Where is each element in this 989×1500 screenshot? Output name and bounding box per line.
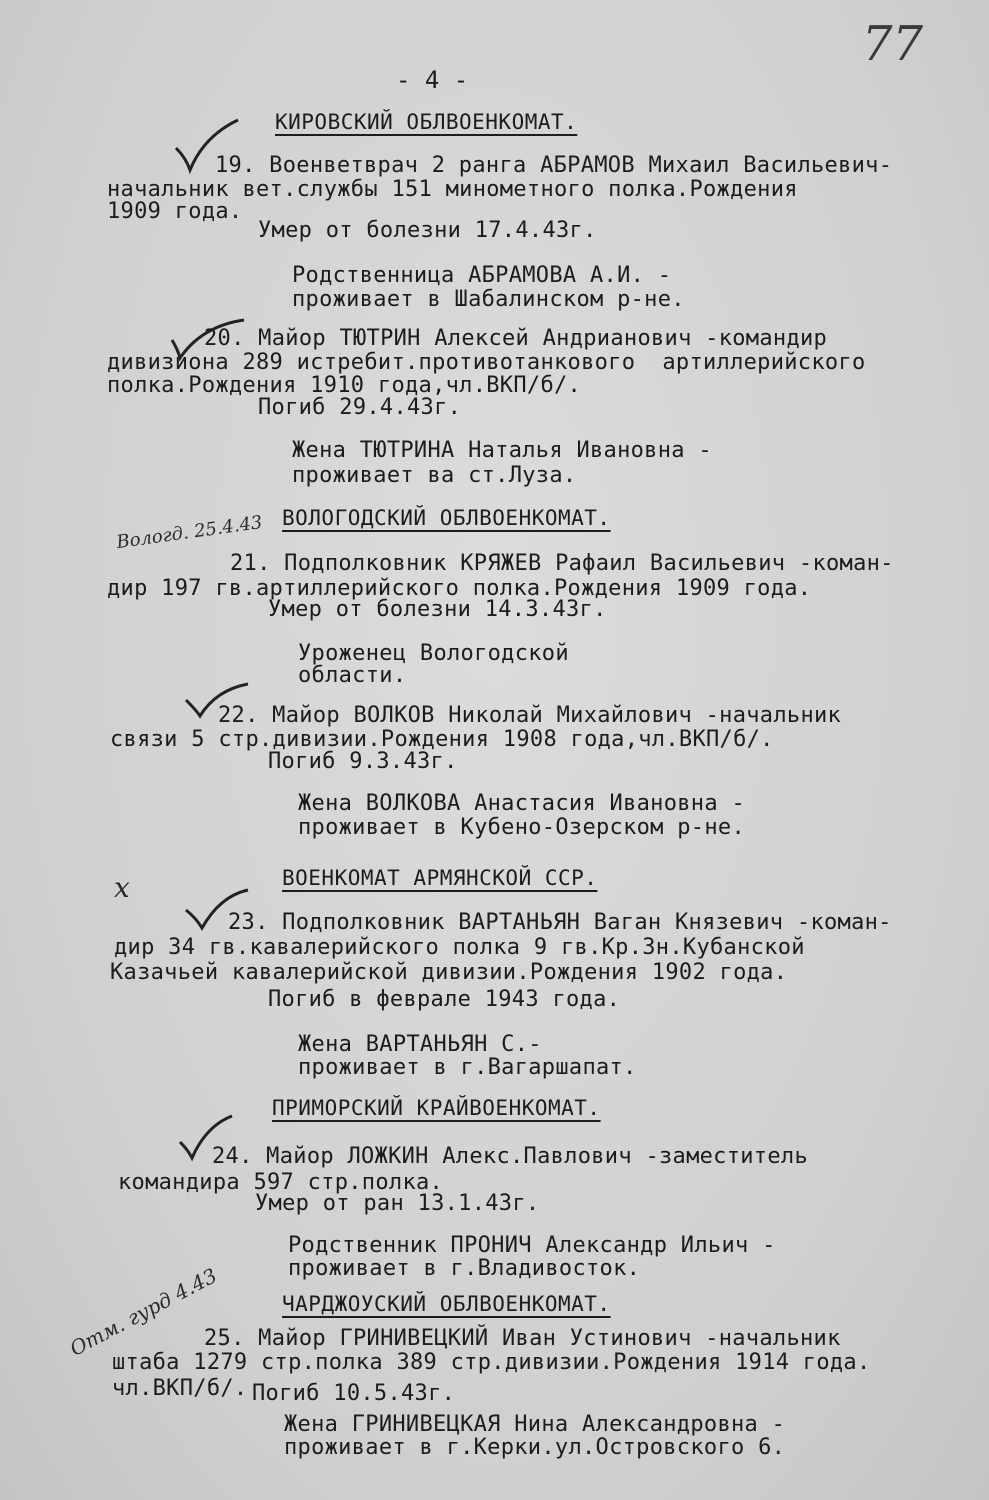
entry-status: Погиб 10.5.43г. <box>252 1381 456 1406</box>
entry-line: штаба 1279 стр.полка 389 стр.дивизии.Рождения 1914 года. <box>112 1350 871 1375</box>
entry-status: Умер от ран 13.1.43г. <box>255 1191 540 1216</box>
entry-status: Умер от болезни 17.4.43г. <box>258 218 597 243</box>
section-heading: ВОЕНКОМАТ АРМЯНСКОЙ ССР. <box>282 866 598 890</box>
entry-line: 19. Военветврач 2 ранга АБРАМОВ Михаил Васильевич- <box>215 153 893 178</box>
relative-line: Жена ВАРТАНЬЯН С.- <box>298 1032 542 1057</box>
entry-status: Погиб 29.4.43г. <box>258 395 462 420</box>
handwritten-note: Вологд. 25.4.43 <box>115 511 264 554</box>
entry-line: 20. Майор ТЮТРИН Алексей Андрианович -командир <box>204 326 828 351</box>
relative-line: проживает в Кубено-Озерском р-не. <box>298 815 745 840</box>
handwritten-note: Отм. гурд 4.43 <box>65 1263 221 1361</box>
relative-line: проживает в г.Владивосток. <box>288 1256 641 1281</box>
entry-status: Умер от болезни 14.3.43г. <box>268 597 607 622</box>
relative-line: проживает в г.Керки.ул.Островского 6. <box>284 1435 786 1460</box>
entry-status: Погиб в феврале 1943 года. <box>268 987 621 1012</box>
handwritten-note: х <box>114 871 130 904</box>
relative-line: проживает в Шабалинском р-не. <box>292 287 685 312</box>
relative-line: проживает ва ст.Луза. <box>292 463 577 488</box>
entry-line: чл.ВКП/б/. <box>112 1376 248 1401</box>
entry-line: дир 34 гв.кавалерийского полка 9 гв.Кр.Зн.Кубанской <box>114 935 805 960</box>
relative-line: Жена ГРИНИВЕЦКАЯ Нина Александровна - <box>284 1412 786 1437</box>
entry-line: 23. Подполковник ВАРТАНЬЯН Ваган Князевич -коман- <box>228 910 892 935</box>
section-heading: ПРИМОРСКИЙ КРАЙВОЕНКОМАТ. <box>272 1096 601 1120</box>
relative-line: области. <box>298 663 407 688</box>
section-heading: ВОЛОГОДСКИЙ ОБЛВОЕНКОМАТ. <box>282 506 611 530</box>
entry-line: полка.Рождения 1910 года,чл.ВКП/б/. <box>107 373 582 398</box>
relative-line: Жена ТЮТРИНА Наталья Ивановна - <box>292 438 712 463</box>
entry-line: командира 597 стр.полка. <box>118 1170 444 1195</box>
entry-line: начальник вет.службы 151 минометного полка.Рождения <box>107 177 798 202</box>
section-heading: ЧАРДЖОУСКИЙ ОБЛВОЕНКОМАТ. <box>282 1292 611 1316</box>
entry-line: 22. Майор ВОЛКОВ Николай Михайлович -начальник <box>218 703 842 728</box>
section-heading: КИРОВСКИЙ ОБЛВОЕНКОМАТ. <box>275 110 578 134</box>
entry-line: связи 5 стр.дивизии.Рождения 1908 года,чл.ВКП/б/. <box>110 727 774 752</box>
entry-status: Погиб 9.3.43г. <box>268 749 458 774</box>
entry-line: 25. Майор ГРИНИВЕЦКИЙ Иван Устинович -начальник <box>204 1326 841 1351</box>
relative-line: Уроженец Вологодской <box>298 641 569 666</box>
relative-line: Жена ВОЛКОВА Анастасия Ивановна - <box>298 791 745 816</box>
entry-line: дивизиона 289 истребит.противотанкового артиллерийского <box>107 350 866 375</box>
entry-line: Казачьей кавалерийской дивизии.Рождения 1902 года. <box>110 960 788 985</box>
entry-line: 24. Майор ЛОЖКИН Алекс.Павлович -заместитель <box>212 1144 808 1169</box>
entry-line: 1909 года. <box>107 199 243 224</box>
relative-line: Родственница АБРАМОВА А.И. - <box>292 263 672 288</box>
entry-line: дир 197 гв.артиллерийского полка.Рождения 1909 года. <box>107 576 812 601</box>
entry-line: 21. Подполковник КРЯЖЕВ Рафаил Васильевич -коман- <box>230 551 894 576</box>
relative-line: проживает в г.Вагаршапат. <box>298 1055 637 1080</box>
relative-line: Родственник ПРОНИЧ Александр Ильич - <box>288 1233 776 1258</box>
page-number: - 4 - <box>396 66 469 94</box>
archive-page-number: 77 <box>862 16 924 72</box>
